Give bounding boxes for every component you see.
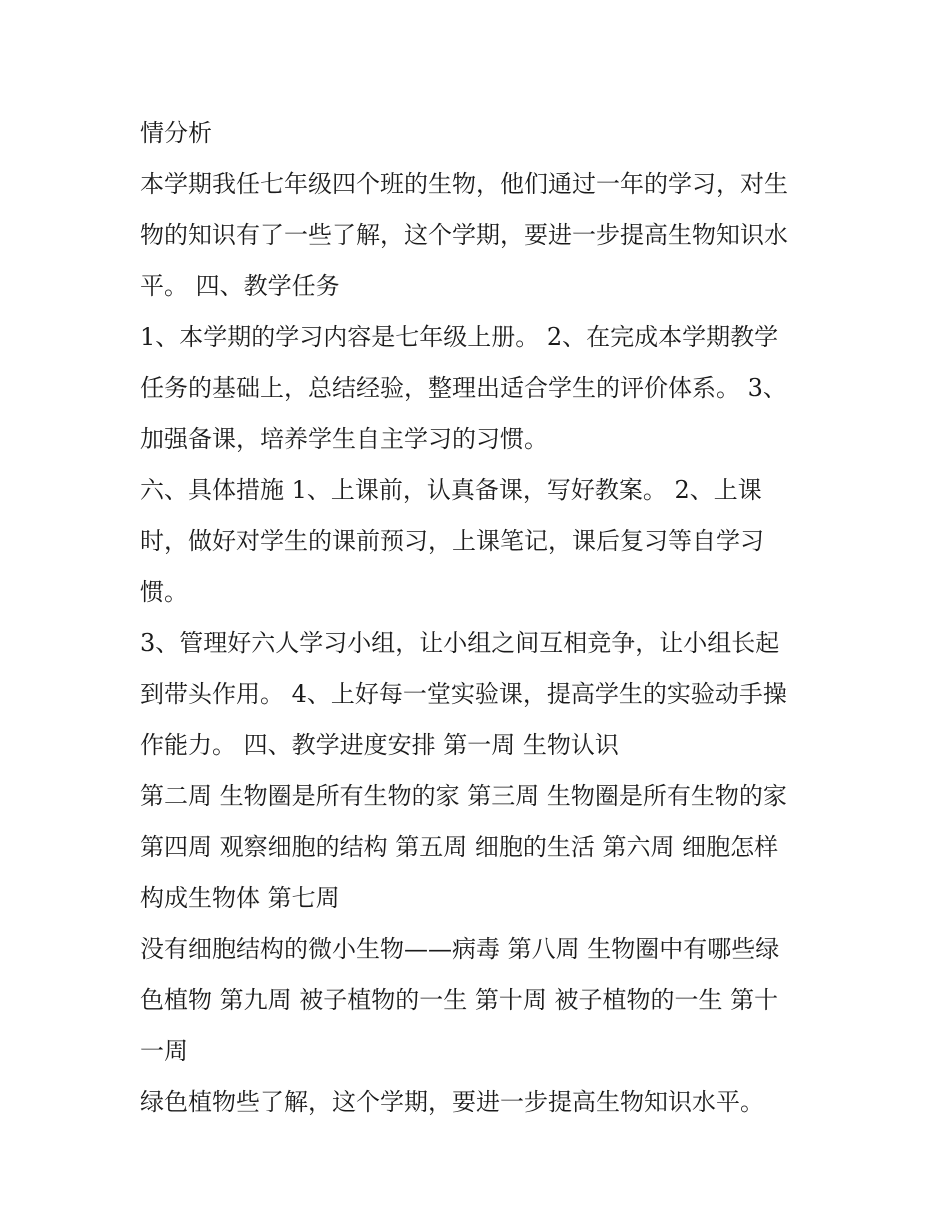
text-line: 第四周 观察细胞的结构 第五周 细胞的生活 第六周 细胞怎样 — [140, 833, 779, 861]
text-line: 惯。 — [140, 578, 188, 606]
text-line: 第二周 生物圈是所有生物的家 第三周 生物圈是所有生物的家 — [140, 782, 787, 810]
text-line: 时，做好对学生的课前预习，上课笔记，课后复习等自学习 — [140, 527, 764, 555]
text-line: 作能力。 四、教学进度安排 第一周 生物认识 — [140, 731, 619, 759]
text-line: 3、管理好六人学习小组，让小组之间互相竞争，让小组长起 — [140, 629, 780, 657]
text-line: 物的知识有了一些了解，这个学期，要进一步提高生物知识水 — [140, 221, 788, 249]
text-line: 1、本学期的学习内容是七年级上册。 2、在完成本学期教学 — [140, 323, 779, 351]
text-line: 一周 — [140, 1037, 188, 1065]
text-line: 六、具体措施 1、上课前，认真备课，写好教案。 2、上课 — [140, 476, 762, 504]
text-line: 构成生物体 第七周 — [140, 884, 340, 912]
document-body — [140, 108, 830, 1128]
text-line: 加强备课，培养学生自主学习的习惯。 — [140, 425, 548, 453]
text-line: 平。 四、教学任务 — [140, 272, 340, 300]
text-line: 色植物 第九周 被子植物的一生 第十周 被子植物的一生 第十 — [140, 986, 779, 1014]
text-line: 到带头作用。 4、上好每一堂实验课，提高学生的实验动手操 — [140, 680, 787, 708]
text-line: 情分析 — [140, 119, 212, 147]
text-line: 没有细胞结构的微小生物——病毒 第八周 生物圈中有哪些绿 — [140, 935, 780, 963]
text-line: 任务的基础上，总结经验，整理出适合学生的评价体系。 3、 — [140, 374, 787, 402]
text-line: 绿色植物些了解，这个学期，要进一步提高生物知识水平。 — [140, 1088, 764, 1116]
text-line: 本学期我任七年级四个班的生物，他们通过一年的学习，对生 — [140, 170, 788, 198]
